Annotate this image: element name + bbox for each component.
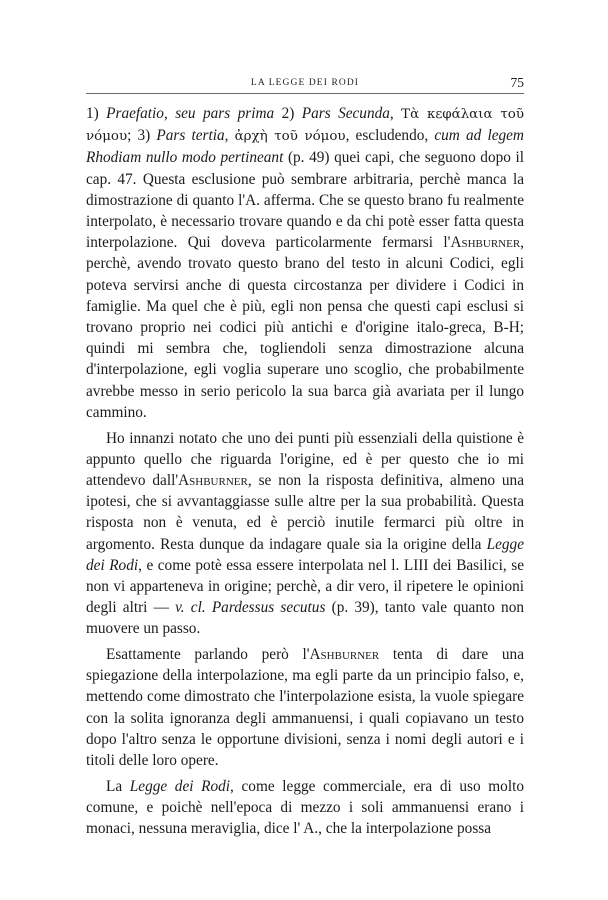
text-run: Esattamente parlando però l' — [106, 646, 310, 664]
greek-text: Τὰ κεφάλαια τοῦ νόμου — [86, 107, 524, 145]
greek-text: ἀρχὴ τοῦ νόμου — [234, 129, 346, 145]
small-caps-name: Ashburner — [178, 471, 248, 489]
running-head — [86, 77, 524, 93]
paragraph — [86, 776, 524, 840]
italic-text: cum ad legem Rhodiam nullo modo pertineant — [86, 127, 524, 167]
text-run: Ho innanzi notato che uno dei punti più essenziali della quistione è appunto quello che riguarda l'origine, ed è per questo che io mi attendevo dall' — [86, 429, 524, 489]
page-number: 75 — [510, 75, 524, 90]
text-run: , escludendo, — [345, 127, 435, 145]
italic-text: v. cl. Pardessus secutus — [175, 599, 326, 617]
italic-text: Praefatio, seu pars prima — [106, 105, 275, 122]
text-run: (p. 39), tanto vale quanto non muovere un passo. — [86, 599, 525, 638]
text-run: 2) — [274, 105, 302, 122]
paragraph — [86, 428, 524, 640]
paragraph — [86, 644, 524, 771]
text-run: La — [106, 777, 130, 795]
text-run: , se non la risposta definitiva, almeno una ipotesi, che si avvantaggiasse sulle altre per la sua probabilità. Questa risposta non è venuta, ed è perciò inutile fermarci più oltre in argomento. Resta dunque da indagare quale sia la origine della — [86, 471, 524, 553]
text-run: (p. 49) quei capi, che seguono dopo il cap. 47. Questa esclusione può sembrare arbitraria, perchè manca la dimostrazione di quanto l'A. afferma. Che se questo brano fu realmente interpolato, è necessario trovare quando e da chi potè esser fatta questa interpolazione. Qui doveva particolarmente fermarsi l' — [86, 149, 524, 252]
paragraph — [86, 103, 524, 423]
text-run: , come legge commerciale, era di uso molto comune, e poichè nell'epoca di mezzo i soli ammanuensi erano i monaci, nessuna meraviglia, dice l' A., che la interpolazione possa — [86, 777, 524, 838]
header-rule — [86, 93, 524, 94]
italic-text: Legge dei Rodi — [86, 535, 524, 574]
italic-text: Legge dei Rodi — [129, 777, 231, 795]
text-run: 1) — [86, 105, 107, 122]
text-run: tenta di dare una spiegazione della interpolazione, ma egli parte da un principio falso, e, mettendo come dimostrato che l'interpolazione esista, la vuole spiegare con la solita ignoranza degli ammanuensi, i quali copiavano un testo dopo l'altro senza le opportune divisioni, senza i nomi degli autori e i titoli delle loro opere. — [86, 646, 524, 770]
running-title: LA LEGGE DEI RODI — [250, 78, 360, 88]
italic-text: Pars tertia, — [156, 127, 229, 145]
italic-text: Pars Secunda, — [301, 105, 394, 122]
small-caps-name: Ashburner — [450, 234, 521, 252]
text-run: , perchè, avendo trovato questo brano del testo in alcuni Codici, egli poteva servirsi anche di questa circostanza per dividere i Codici in famiglie. Ma quel che è più, egli non pensa che questi capi esclusi si trovano proprio nei codici più antichi e d'origine italo-greca, B-H; quindi mi sembra che, togliendoli senza dimostrazione alcuna d'interpolazione, egli voglia superare uno scoglio, che probabilmente avrebbe messo in serio pericolo la sua barca già avariata per il lungo cammino. — [86, 234, 524, 421]
body-text — [86, 103, 524, 839]
text-run: , e come potè essa essere interpolata nel l. LIII dei Basilici, se non vi apparteneva in origine; perchè, a dir vero, il ripetere le opinioni degli altri — — [86, 556, 525, 617]
text-run: ; 3) — [127, 127, 157, 145]
small-caps-name: Ashburner — [309, 646, 380, 664]
